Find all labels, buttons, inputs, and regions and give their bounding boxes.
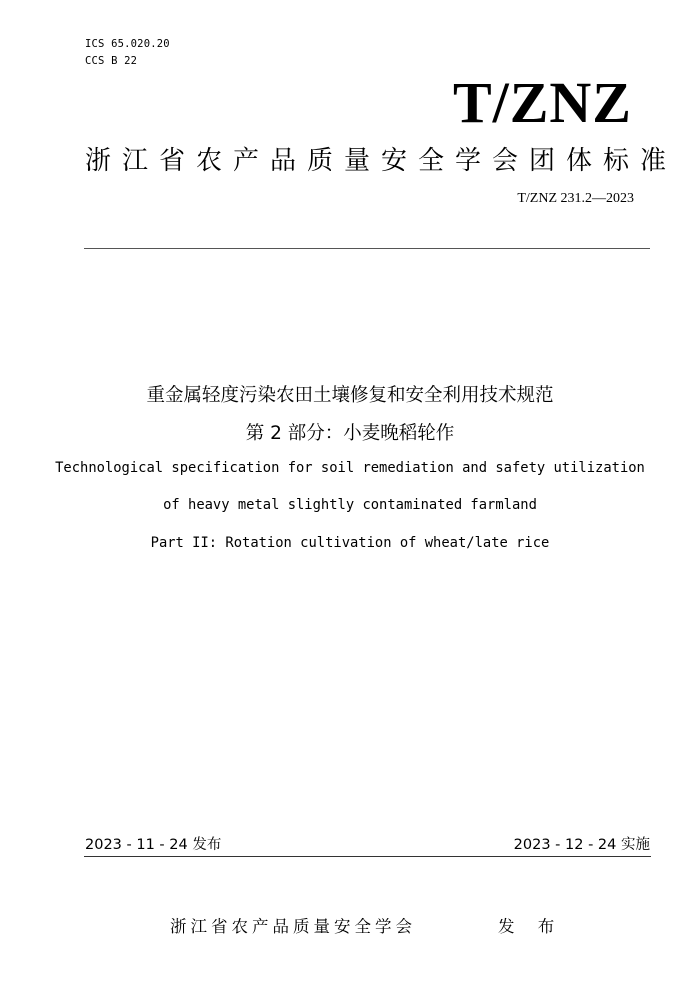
chinese-title-line-2: 第 2 部分：小麦晚稻轮作 (245, 423, 455, 444)
publisher-name: 浙江省农产品质量安全学会 (170, 917, 416, 936)
english-title-line-3: Part II: Rotation cultivation of wheat/late rice (150, 535, 550, 551)
issue-date: 2023 - 11 - 24 发布 (85, 837, 222, 853)
ccs-code: CCS B 22 (85, 55, 138, 67)
bottom-divider (84, 856, 651, 857)
organization-standard-title: 浙江省农产品质量安全学会团体标准 (85, 146, 678, 176)
top-divider (84, 248, 650, 249)
ics-code: ICS 65.020.20 (85, 38, 170, 50)
implementation-date: 2023 - 12 - 24 实施 (513, 837, 650, 853)
standard-number: T/ZNZ 231.2—2023 (517, 191, 634, 206)
publish-label: 发 布 (498, 917, 564, 936)
english-title-line-2: of heavy metal slightly contaminated farmland (163, 497, 537, 513)
english-title-line-1: Technological specification for soil remediation and safety utilization (55, 460, 645, 476)
standard-logo: T/ZNZ (452, 70, 632, 135)
chinese-title-line-1: 重金属轻度污染农田土壤修复和安全利用技术规范 (146, 385, 554, 406)
